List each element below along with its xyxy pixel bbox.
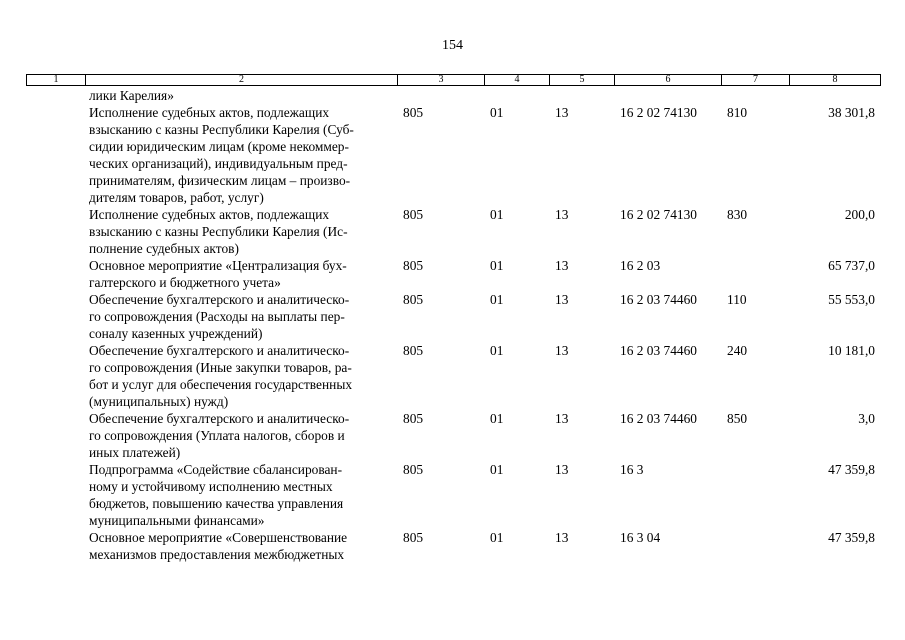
column-number-5: 5 [550, 75, 615, 86]
row-name-line: иных платежей) [89, 445, 181, 460]
column-number-4: 4 [485, 75, 550, 86]
section-code: 01 [490, 462, 504, 477]
expense-type-code [721, 257, 789, 291]
amount: 200,0 [844, 207, 875, 222]
row-number-cell [26, 529, 85, 563]
section-code: 01 [490, 343, 504, 358]
row-name-line: ческих организаций), индивидуальным пред- [89, 156, 348, 171]
target-article-code: 16 2 03 74460 [620, 292, 697, 307]
row-name-line: Обеспечение бухгалтерского и аналитическо- [89, 343, 350, 358]
row-name [85, 529, 397, 563]
row-name-line: Обеспечение бухгалтерского и аналитическо- [89, 292, 350, 307]
expense-type-code [721, 461, 789, 529]
row-name-line: Основное мероприятие «Централизация бух- [89, 258, 347, 273]
section-code: 01 [490, 292, 504, 307]
ministry-code: 805 [403, 343, 424, 358]
amount: 47 359,8 [828, 530, 875, 545]
row-number-cell [26, 461, 85, 529]
continuation-text: лики Карелия» [89, 88, 174, 103]
row-name-line: Подпрограмма «Содействие сбалансирован- [89, 462, 343, 477]
subsection-code: 13 [555, 292, 569, 307]
row-name-line: Исполнение судебных актов, подлежащих [89, 207, 330, 222]
column-number-row [27, 75, 881, 86]
ministry-code: 805 [403, 530, 424, 545]
subsection-code: 13 [555, 411, 569, 426]
row-name-line: галтерского и бюджетного учета» [89, 275, 281, 290]
section-code: 01 [490, 105, 504, 120]
row-number-cell [26, 257, 85, 291]
row-name-line: механизмов предоставления межбюджетных [89, 547, 345, 562]
row-name-line: сидии юридическим лицам (кроме некоммер- [89, 139, 349, 154]
table-row [26, 461, 880, 529]
row-name-line: бот и услуг для обеспечения государственных [89, 377, 353, 392]
row-name-line: (муниципальных) нужд) [89, 394, 229, 409]
table-row [26, 104, 880, 206]
ministry-code: 805 [403, 292, 424, 307]
target-article-code: 16 2 02 74130 [620, 105, 697, 120]
row-name [85, 410, 397, 461]
row-name-line: Основное мероприятие «Совершенствование [89, 530, 348, 545]
amount: 47 359,8 [828, 462, 875, 477]
expense-type-code: 850 [727, 411, 748, 426]
continuation-row [26, 87, 880, 104]
row-name [85, 342, 397, 410]
row-name [85, 461, 397, 529]
row-name-line: полнение судебных актов) [89, 241, 239, 256]
row-name [85, 291, 397, 342]
table-row [26, 257, 880, 291]
row-name-line: ному и устойчивому исполнению местных [89, 479, 333, 494]
target-article-code: 16 2 03 74460 [620, 411, 697, 426]
target-article-code: 16 3 04 [620, 530, 661, 545]
table-row [26, 410, 880, 461]
expense-type-code: 240 [727, 343, 748, 358]
ministry-code: 805 [403, 462, 424, 477]
subsection-code: 13 [555, 105, 569, 120]
subsection-code: 13 [555, 530, 569, 545]
column-number-1: 1 [27, 75, 86, 86]
amount: 3,0 [858, 411, 875, 426]
subsection-code: 13 [555, 258, 569, 273]
row-name-line: принимателям, физическим лицам – произво- [89, 173, 351, 188]
table-row [26, 206, 880, 257]
section-code: 01 [490, 530, 504, 545]
row-name [85, 206, 397, 257]
column-number-7: 7 [722, 75, 790, 86]
ministry-code: 805 [403, 411, 424, 426]
expense-type-code: 810 [727, 105, 748, 120]
row-name-line: взысканию с казны Республики Карелия (Ис- [89, 224, 348, 239]
amount: 55 553,0 [828, 292, 875, 307]
row-name-line: Исполнение судебных актов, подлежащих [89, 105, 330, 120]
row-name-line: взысканию с казны Республики Карелия (Суб- [89, 122, 354, 137]
row-number-cell [26, 206, 85, 257]
amount: 65 737,0 [828, 258, 875, 273]
amount: 10 181,0 [828, 343, 875, 358]
target-article-code: 16 2 03 74460 [620, 343, 697, 358]
row-name-line: бюджетов, повышению качества управления [89, 496, 344, 511]
expense-type-code: 830 [727, 207, 748, 222]
row-name-line: го сопровождения (Уплата налогов, сборов и [89, 428, 345, 443]
page-number: 154 [442, 38, 463, 53]
row-name-line: соналу казенных учреждений) [89, 326, 263, 341]
row-name-line: го сопровождения (Иные закупки товаров, ра- [89, 360, 352, 375]
row-name-line: дителям товаров, работ, услуг) [89, 190, 264, 205]
subsection-code: 13 [555, 462, 569, 477]
target-article-code: 16 2 03 [620, 258, 661, 273]
expense-type-code [721, 529, 789, 563]
row-name-line: го сопровождения (Расходы на выплаты пер- [89, 309, 345, 324]
row-name [85, 257, 397, 291]
row-number-cell [26, 104, 85, 206]
column-number-header [26, 74, 881, 86]
ministry-code: 805 [403, 207, 424, 222]
section-code: 01 [490, 258, 504, 273]
table-row [26, 291, 880, 342]
row-name-line: Обеспечение бухгалтерского и аналитическо- [89, 411, 350, 426]
ministry-code: 805 [403, 258, 424, 273]
row-name-line: муниципальными финансами» [89, 513, 265, 528]
column-number-8: 8 [790, 75, 881, 86]
budget-table [26, 87, 880, 563]
row-name [85, 104, 397, 206]
table-row [26, 342, 880, 410]
expense-type-code: 110 [727, 292, 747, 307]
row-number-cell [26, 410, 85, 461]
section-code: 01 [490, 207, 504, 222]
subsection-code: 13 [555, 207, 569, 222]
row-number-cell [26, 342, 85, 410]
row-number-cell [26, 291, 85, 342]
column-number-3: 3 [398, 75, 485, 86]
ministry-code: 805 [403, 105, 424, 120]
subsection-code: 13 [555, 343, 569, 358]
target-article-code: 16 3 [620, 462, 644, 477]
column-number-2: 2 [86, 75, 398, 86]
column-number-6: 6 [615, 75, 722, 86]
table-row [26, 529, 880, 563]
target-article-code: 16 2 02 74130 [620, 207, 697, 222]
section-code: 01 [490, 411, 504, 426]
amount: 38 301,8 [828, 105, 875, 120]
